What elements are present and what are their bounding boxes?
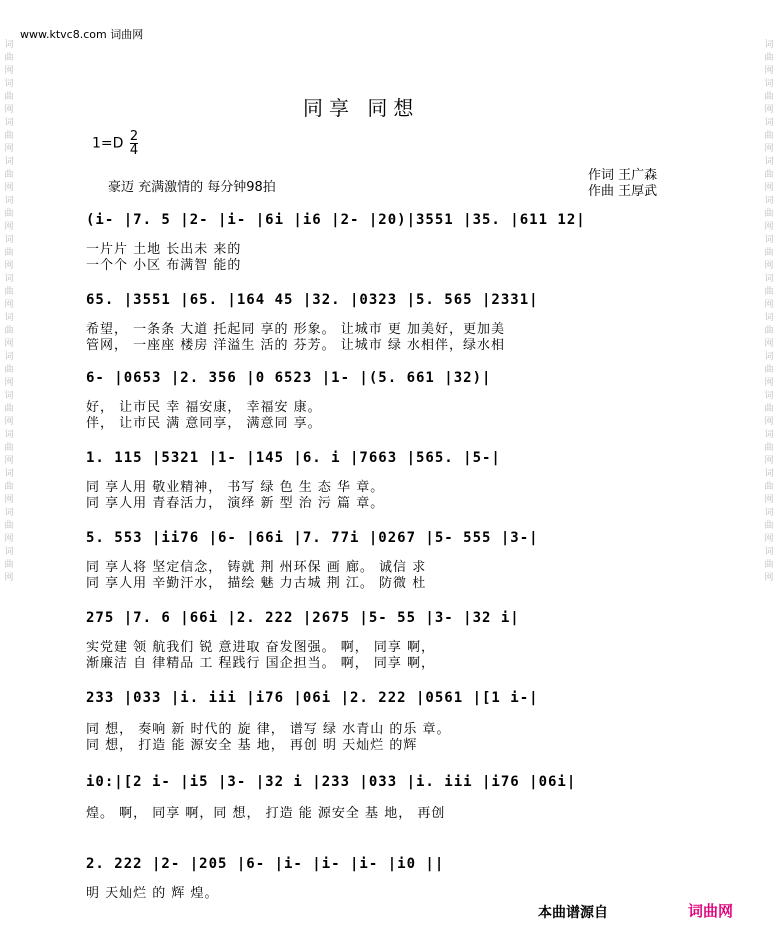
watermark-char: 词 xyxy=(764,274,774,284)
lyric-line-4a: 同 享人用 敬业精神， 书写 绿 色 生 态 华 章。 xyxy=(86,480,385,495)
watermark-char: 网 xyxy=(764,261,774,271)
lyric-line-2a: 希望， 一条条 大道 托起同 享的 形象。 让城市 更 加美好，更加美 xyxy=(86,322,506,337)
lyric-line-9a: 明 天灿烂 的 辉 煌。 xyxy=(86,886,219,901)
watermark-char: 网 xyxy=(4,144,14,154)
right-watermark-column xyxy=(762,40,776,586)
watermark-char: 网 xyxy=(4,495,14,505)
watermark-char: 网 xyxy=(4,183,14,193)
watermark-char: 曲 xyxy=(764,443,774,453)
watermark-char: 词 xyxy=(4,274,14,284)
watermark-char: 网 xyxy=(4,378,14,388)
lyric-line-1a: 一片片 土地 长出未 来的 xyxy=(86,242,242,257)
watermark-char: 网 xyxy=(764,183,774,193)
lyric-line-8a: 煌。 啊， 同享 啊，同 想， 打造 能 源安全 基 地， 再创 xyxy=(86,806,446,821)
watermark-char: 词 xyxy=(764,352,774,362)
watermark-char: 曲 xyxy=(764,287,774,297)
watermark-char: 词 xyxy=(764,196,774,206)
watermark-char: 词 xyxy=(4,79,14,89)
lyric-line-7b: 同 想， 打造 能 源安全 基 地， 再创 明 天灿烂 的辉 xyxy=(86,738,418,753)
watermark-char: 曲 xyxy=(4,53,14,63)
watermark-char: 曲 xyxy=(4,131,14,141)
watermark-char: 曲 xyxy=(764,482,774,492)
time-bottom: 4 xyxy=(129,143,139,158)
watermark-char: 曲 xyxy=(764,404,774,414)
watermark-char: 曲 xyxy=(4,404,14,414)
watermark-char: 词 xyxy=(764,40,774,50)
watermark-char: 网 xyxy=(764,66,774,76)
score-line-1: (i- |7. 5 |2- |i- |6i |i6 |2- |20)|3551 |35. |611 12| xyxy=(86,212,586,228)
watermark-char: 词 xyxy=(764,547,774,557)
key-signature xyxy=(92,130,138,157)
watermark-char: 词 xyxy=(4,313,14,323)
watermark-char: 网 xyxy=(4,456,14,466)
watermark-char: 曲 xyxy=(4,248,14,258)
watermark-char: 曲 xyxy=(764,53,774,63)
watermark-char: 词 xyxy=(4,391,14,401)
left-watermark-column xyxy=(2,40,16,586)
watermark-char: 曲 xyxy=(4,170,14,180)
watermark-char: 词 xyxy=(4,157,14,167)
time-top: 2 xyxy=(129,129,139,144)
watermark-char: 网 xyxy=(764,300,774,310)
watermark-char: 网 xyxy=(4,300,14,310)
lyric-line-3b: 伴， 让市民 满 意同享， 满意同 享。 xyxy=(86,416,322,431)
score-line-9: 2. 222 |2- |205 |6- |i- |i- |i- |i0 || xyxy=(86,856,445,872)
watermark-char: 词 xyxy=(764,508,774,518)
lyric-line-6a: 实党建 领 航我们 锐 意进取 奋发图强。 啊， 同享 啊， xyxy=(86,640,436,655)
score-line-6: 275 |7. 6 |66i |2. 222 |2675 |5- 55 |3- |32 i| xyxy=(86,610,520,626)
watermark-char: 曲 xyxy=(764,248,774,258)
site-watermark: www.ktvc8.com 词曲网 xyxy=(20,28,144,41)
watermark-char: 曲 xyxy=(764,521,774,531)
watermark-char: 词 xyxy=(764,79,774,89)
score-line-4: 1. 115 |5321 |1- |145 |6. i |7663 |565. |5-| xyxy=(86,450,501,466)
watermark-char: 网 xyxy=(764,573,774,583)
watermark-char: 曲 xyxy=(764,326,774,336)
watermark-char: 词 xyxy=(764,469,774,479)
watermark-char: 曲 xyxy=(4,560,14,570)
watermark-char: 曲 xyxy=(4,287,14,297)
watermark-char: 词 xyxy=(764,313,774,323)
watermark-char: 网 xyxy=(764,417,774,427)
song-title: 同享 同想 xyxy=(303,96,420,120)
score-line-2: 65. |3551 |65. |164 45 |32. |0323 |5. 565 |2331| xyxy=(86,292,539,308)
tempo-marking: 豪迈 充满激情的 每分钟98拍 xyxy=(108,180,276,195)
watermark-char: 词 xyxy=(4,469,14,479)
watermark-char: 曲 xyxy=(764,209,774,219)
lyric-line-5a: 同 享人将 坚定信念， 铸就 荆 州环保 画 廊。 诚信 求 xyxy=(86,560,427,575)
watermark-char: 网 xyxy=(764,144,774,154)
watermark-char: 网 xyxy=(764,534,774,544)
watermark-char: 词 xyxy=(764,430,774,440)
lyric-line-7a: 同 想， 奏响 新 时代的 旋 律， 谱写 绿 水青山 的乐 章。 xyxy=(86,722,451,737)
watermark-char: 曲 xyxy=(764,131,774,141)
watermark-char: 曲 xyxy=(4,482,14,492)
lyric-line-6b: 渐廉洁 自 律精品 工 程践行 国企担当。 啊， 同享 啊， xyxy=(86,656,436,671)
watermark-char: 网 xyxy=(764,456,774,466)
composer-credit: 作曲 王厚武 xyxy=(588,184,658,199)
lyric-line-3a: 好， 让市民 幸 福安康， 幸福安 康。 xyxy=(86,400,322,415)
site-logo[interactable]: 词曲网 xyxy=(688,902,734,920)
watermark-char: 网 xyxy=(764,339,774,349)
lyric-line-5b: 同 享人用 辛勤汗水， 描绘 魅 力古城 荆 江。 防微 杜 xyxy=(86,576,427,591)
watermark-char: 曲 xyxy=(4,92,14,102)
watermark-char: 曲 xyxy=(764,92,774,102)
watermark-char: 网 xyxy=(4,534,14,544)
watermark-char: 词 xyxy=(764,157,774,167)
watermark-char: 曲 xyxy=(4,326,14,336)
lyric-line-1b: 一个个 小区 布满智 能的 xyxy=(86,258,242,273)
time-signature xyxy=(130,130,138,157)
score-line-5: 5. 553 |ii76 |6- |66i |7. 77i |0267 |5- 555 |3-| xyxy=(86,530,539,546)
score-line-7: 233 |033 |i. iii |i76 |06i |2. 222 |0561 |[1 i-| xyxy=(86,690,539,706)
watermark-char: 网 xyxy=(4,261,14,271)
source-label: 本曲谱源自 xyxy=(538,905,608,921)
watermark-char: 曲 xyxy=(764,365,774,375)
watermark-char: 词 xyxy=(4,547,14,557)
watermark-char: 词 xyxy=(4,508,14,518)
key-label: 1=D xyxy=(92,135,124,152)
watermark-char: 网 xyxy=(764,378,774,388)
watermark-char: 词 xyxy=(4,40,14,50)
watermark-char: 曲 xyxy=(764,170,774,180)
watermark-char: 词 xyxy=(4,352,14,362)
watermark-char: 网 xyxy=(4,66,14,76)
watermark-char: 词 xyxy=(4,196,14,206)
watermark-char: 网 xyxy=(764,222,774,232)
watermark-char: 词 xyxy=(4,430,14,440)
watermark-char: 曲 xyxy=(4,521,14,531)
lyricist-credit: 作词 王广森 xyxy=(588,168,658,183)
watermark-char: 曲 xyxy=(4,209,14,219)
watermark-char: 网 xyxy=(4,222,14,232)
watermark-char: 词 xyxy=(4,118,14,128)
watermark-char: 网 xyxy=(4,105,14,115)
watermark-char: 网 xyxy=(4,417,14,427)
score-line-3: 6- |0653 |2. 356 |0 6523 |1- |(5. 661 |32)| xyxy=(86,370,492,386)
lyric-line-2b: 管网， 一座座 楼房 洋溢生 活的 芬芳。 让城市 绿 水相伴，绿水相 xyxy=(86,338,506,353)
watermark-char: 词 xyxy=(764,235,774,245)
watermark-char: 曲 xyxy=(4,365,14,375)
watermark-char: 词 xyxy=(764,118,774,128)
watermark-char: 网 xyxy=(4,339,14,349)
lyric-line-4b: 同 享人用 青春活力， 演绎 新 型 治 污 篇 章。 xyxy=(86,496,385,511)
watermark-char: 词 xyxy=(4,235,14,245)
watermark-char: 曲 xyxy=(4,443,14,453)
watermark-char: 网 xyxy=(764,105,774,115)
score-line-8: i0:|[2 i- |i5 |3- |32 i |233 |033 |i. iii |i76 |06i| xyxy=(86,774,577,790)
watermark-char: 词 xyxy=(764,391,774,401)
watermark-char: 网 xyxy=(4,573,14,583)
watermark-char: 曲 xyxy=(764,560,774,570)
watermark-char: 网 xyxy=(764,495,774,505)
